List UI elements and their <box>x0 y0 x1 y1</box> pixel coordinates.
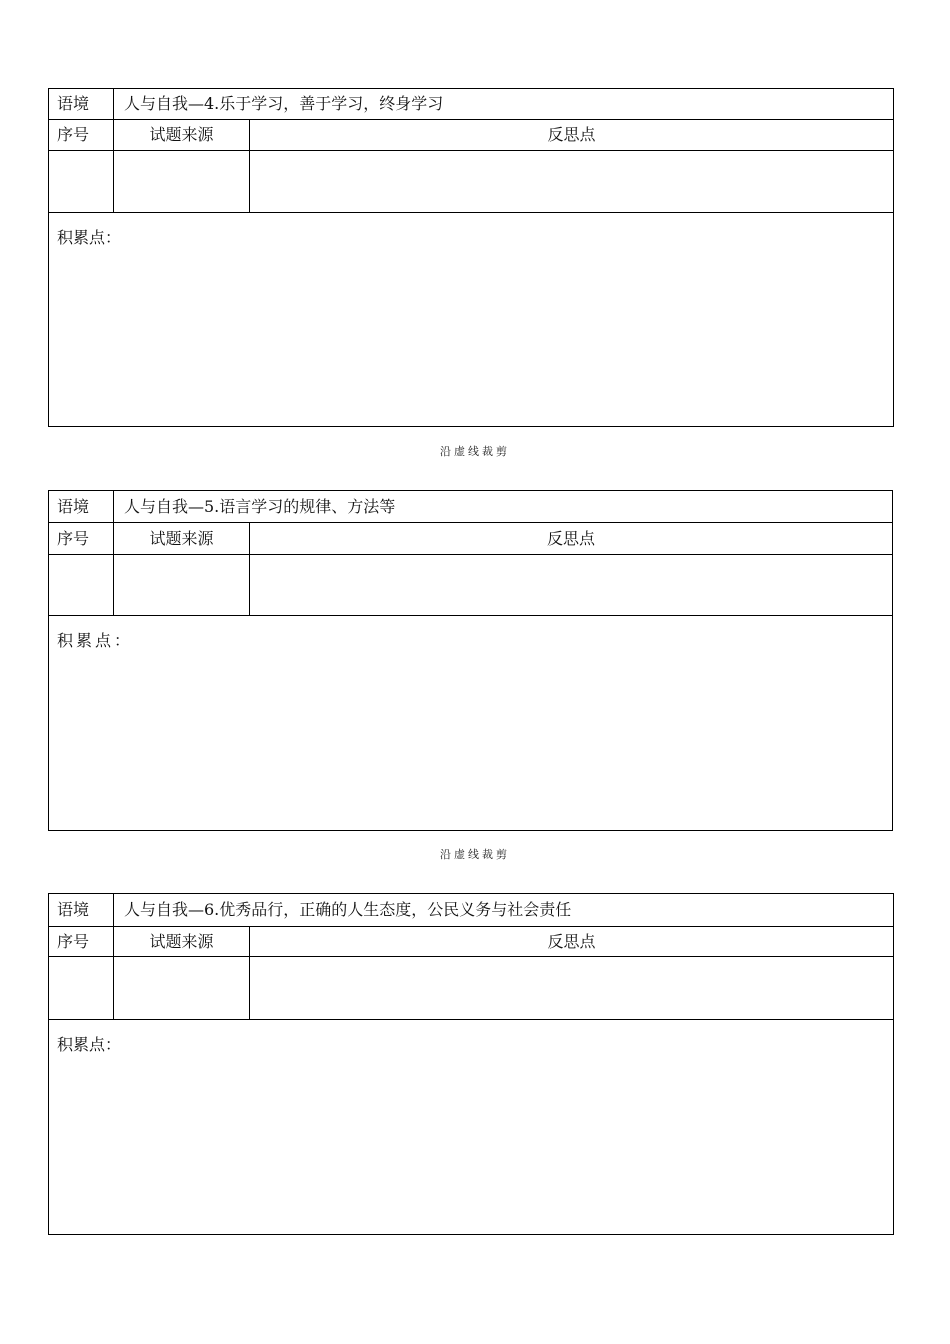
context-row <box>49 894 893 927</box>
accumulate-area[interactable] <box>49 1020 893 1234</box>
entry-reflect-cell[interactable] <box>250 151 893 212</box>
context-row <box>49 491 892 523</box>
col-reflect-header: 反思点 <box>547 931 596 951</box>
entry-row <box>49 151 893 213</box>
col-index-header: 序号 <box>49 523 114 554</box>
context-text: 人与自我—4.乐于学习，善于学习，终身学习 <box>124 94 444 113</box>
cut-line-label: 沿虚线裁剪 <box>440 848 510 861</box>
col-source-header: 试题来源 <box>114 927 250 956</box>
accumulate-label: 积累点： <box>57 228 122 247</box>
entry-index-cell[interactable] <box>49 151 114 212</box>
entry-reflect-cell[interactable] <box>250 957 893 1019</box>
accumulate-area[interactable] <box>49 616 892 830</box>
col-index-header: 序号 <box>49 120 114 150</box>
entry-reflect-cell[interactable] <box>250 555 892 615</box>
context-text: 人与自我—6.优秀品行，正确的人生态度，公民义务与社会责任 <box>124 900 572 919</box>
accumulate-label: 积累点： <box>57 1035 122 1054</box>
column-header-row <box>49 927 893 957</box>
context-row <box>49 89 893 120</box>
entry-index-cell[interactable] <box>49 957 114 1019</box>
entry-row <box>49 957 893 1020</box>
column-header-row <box>49 120 893 151</box>
col-source-header: 试题来源 <box>114 523 250 554</box>
accumulate-area[interactable] <box>49 213 893 426</box>
cut-line-label: 沿虚线裁剪 <box>440 445 510 458</box>
context-text: 人与自我—5.语言学习的规律、方法等 <box>124 496 396 516</box>
column-header-row <box>49 523 892 555</box>
entry-index-cell[interactable] <box>49 555 114 615</box>
entry-source-cell[interactable] <box>114 151 250 212</box>
context-label: 语境 <box>49 491 114 522</box>
accumulate-label: 积累点： <box>57 631 134 650</box>
col-reflect-header: 反思点 <box>546 528 595 548</box>
context-label: 语境 <box>49 894 114 926</box>
col-index-header: 序号 <box>49 927 114 956</box>
reflection-card-2 <box>48 490 893 831</box>
col-reflect-header: 反思点 <box>547 125 596 144</box>
entry-source-cell[interactable] <box>114 957 250 1019</box>
reflection-card-1 <box>48 88 894 427</box>
col-source-header: 试题来源 <box>114 120 250 150</box>
context-label: 语境 <box>49 89 114 119</box>
entry-source-cell[interactable] <box>114 555 250 615</box>
entry-row <box>49 555 892 616</box>
reflection-card-3 <box>48 893 894 1235</box>
